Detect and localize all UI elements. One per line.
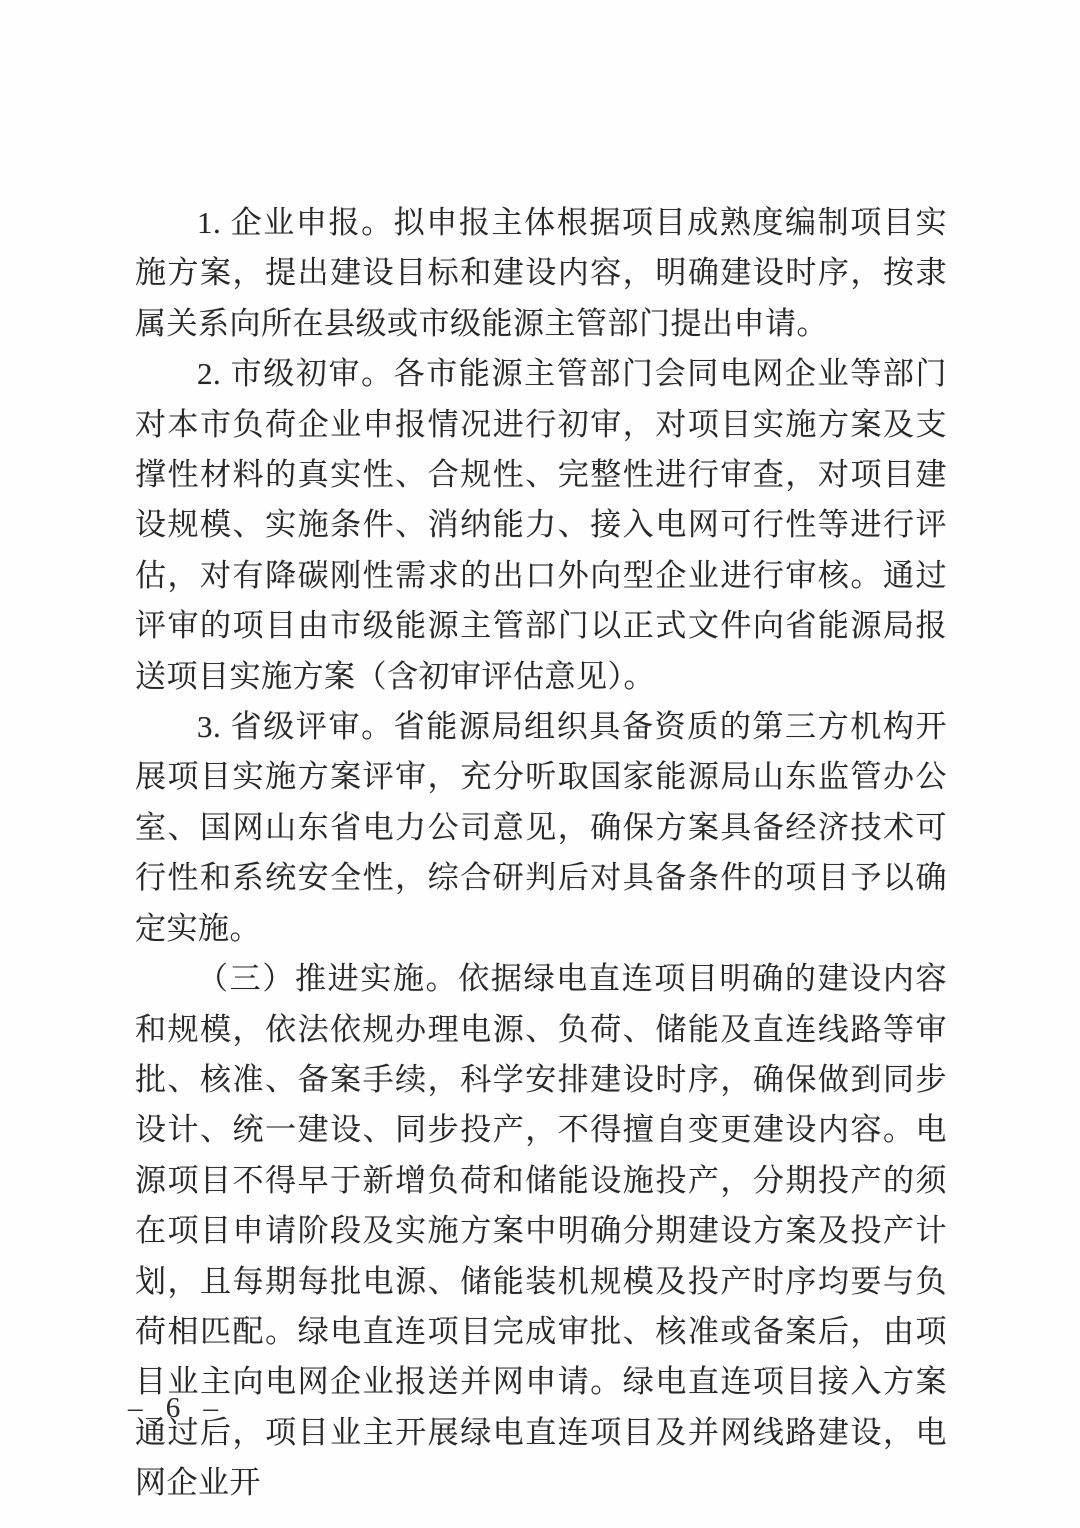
- document-body: [135, 198, 947, 1509]
- paragraph-enterprise-application: 1. 企业申报。拟申报主体根据项目成熟度编制项目实施方案，提出建设目标和建设内容，明确建设时序，按隶属关系向所在县级或市级能源主管部门提出申请。: [135, 205, 947, 341]
- paragraph-promote-implementation: （三）推进实施。依据绿电直连项目明确的建设内容和规模，依法依规办理电源、负荷、储能及直连线路等审批、核准、备案手续，科学安排建设时序，确保做到同步设计、统一建设、同步投产，不得擅自变更建设内容。电源项目不得早于新增负荷和储能设施投产，分期投产的须在项目申请阶段及实施方案中明确分期建设方案及投产计划，且每期每批电源、储能装机规模及投产时序均要与负荷相匹配。绿电直连项目完成审批、核准或备案后，由项目业主向电网企业报送并网申请。绿电直连项目接入方案通过后，项目业主开展绿电直连项目及并网线路建设，电网企业开: [135, 961, 947, 1501]
- page-footer: [128, 1392, 226, 1425]
- paragraph-provincial-review: 3. 省级评审。省能源局组织具备资质的第三方机构开展项目实施方案评审，充分听取国家能源局山东监管办公室、国网山东省电力公司意见，确保方案具备经济技术可行性和系统安全性，综合研判后对具备条件的项目予以确定实施。: [135, 709, 947, 946]
- paragraph-city-preliminary-review: 2. 市级初审。各市能源主管部门会同电网企业等部门对本市负荷企业申报情况进行初审，对项目实施方案及支撑性材料的真实性、合规性、完整性进行审查，对项目建设规模、实施条件、消纳能力、接入电网可行性等进行评估，对有降碳刚性需求的出口外向型企业进行审核。通过评审的项目由市级能源主管部门以正式文件向省能源局报送项目实施方案（含初审评估意见）。: [135, 356, 947, 694]
- page-number: – 6 –: [128, 1392, 226, 1424]
